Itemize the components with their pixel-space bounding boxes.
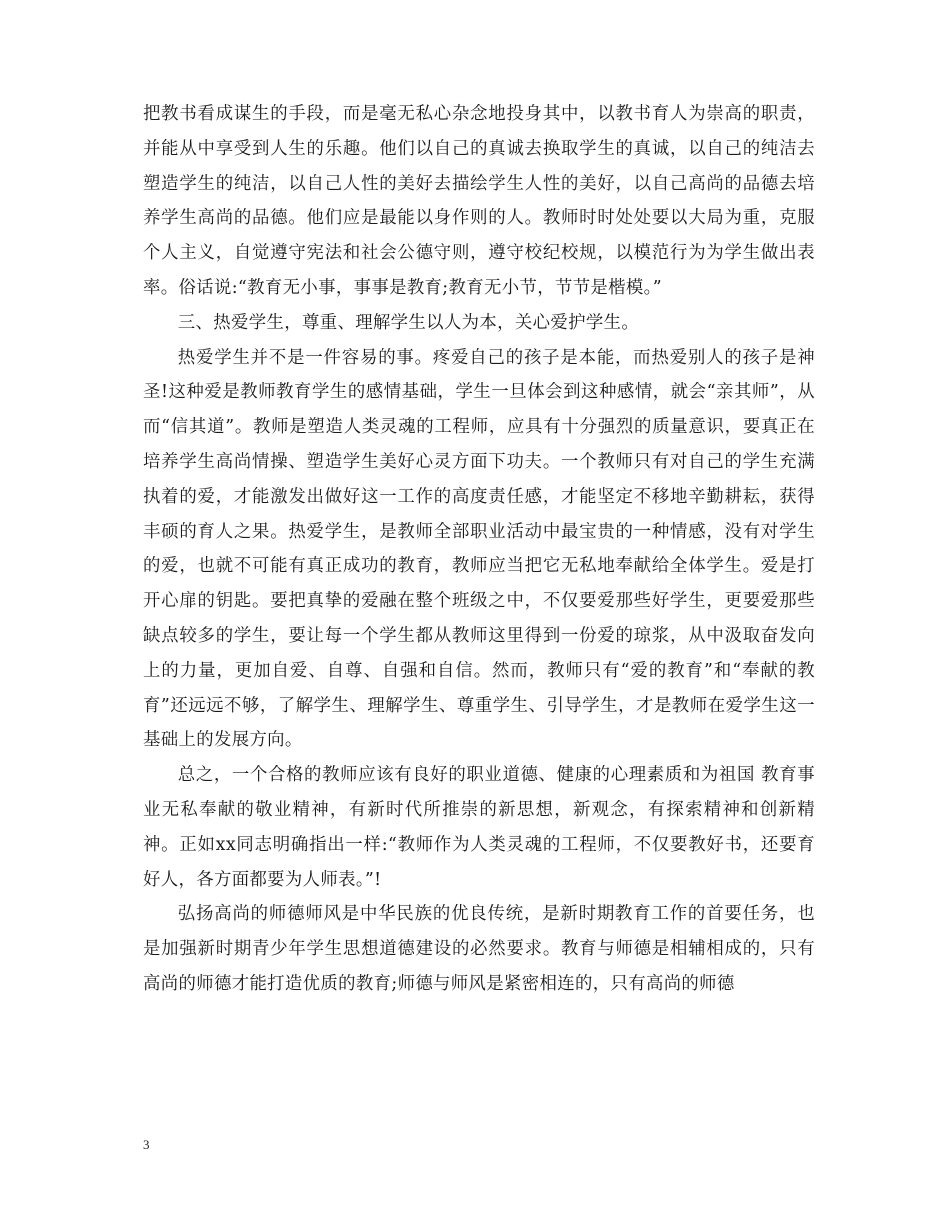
- section-heading-3: 三、热爱学生，尊重、理解学生以人为本，关心爱护学生。: [177, 312, 640, 333]
- paragraph-1: 把教书看成谋生的手段，而是毫无私心杂念地投身其中，以教书育人为崇高的职责，并能从中享受到人生的乐趣。他们以自己的真诚去换取学生的真诚，以自己的纯洁去塑造学生的纯洁，以自己人性的美好去描绘学生人性的美好，以自己高尚的品德去培养学生高尚的品德。他们应是最能以身作则的人。教师时时处处要以大局为重，克服个人主义，自觉遵守宪法和社会公德守则，遵守校纪校规，以模范行为为学生做出表率。俗话说:“教育无小事，事事是教育;教育无小节，节节是楷模。”: [143, 104, 815, 298]
- paragraph-4: 弘扬高尚的师德师风是中华民族的优良传统，是新时期教育工作的首要任务，也是加强新时期青少年学生思想道德建设的必然要求。教育与师德是相辅相成的，只有高尚的师德才能打造优质的教育;师德与师风是紧密相连的，只有高尚的师德: [143, 904, 815, 994]
- document-body: [143, 97, 815, 1002]
- paragraph-2: 热爱学生并不是一件容易的事。疼爱自己的孩子是本能，而热爱别人的孩子是神圣!这种爱是教师教育学生的感情基础，学生一旦体会到这种感情，就会“亲其师”，从而“信其道”。教师是塑造人类灵魂的工程师，应具有十分强烈的质量意识，要真正在培养学生高尚情操、塑造学生美好心灵方面下功夫。一个教师只有对自己的学生充满执着的爱，才能激发出做好这一工作的高度责任感，才能坚定不移地辛勤耕耘，获得丰硕的育人之果。热爱学生，是教师全部职业活动中最宝贵的一种情感，没有对学生的爱，也就不可能有真正成功的教育，教师应当把它无私地奉献给全体学生。爱是打开心扉的钥匙。要把真挚的爱融在整个班级之中，不仅要爱那些好学生，更要爱那些缺点较多的学生，要让每一个学生都从教师这里得到一份爱的琼浆，从中汲取奋发向上的力量，更加自爱、自尊、自强和自信。然而，教师只有“爱的教育”和“奉献的教育”还远远不够，了解学生、理解学生、尊重学生、引导学生，才是教师在爱学生这一基础上的发展方向。: [143, 347, 815, 751]
- page-number: 3: [143, 1137, 150, 1152]
- paragraph-3: 总之，一个合格的教师应该有良好的职业道德、健康的心理素质和为祖国 教育事业无私奉献的敬业精神，有新时代所推崇的新思想，新观念，有探索精神和创新精神。正如xx同志明确指出一样:“教师作为人类灵魂的工程师，不仅要教好书，还要育好人，各方面都要为人师表。”!: [143, 765, 815, 890]
